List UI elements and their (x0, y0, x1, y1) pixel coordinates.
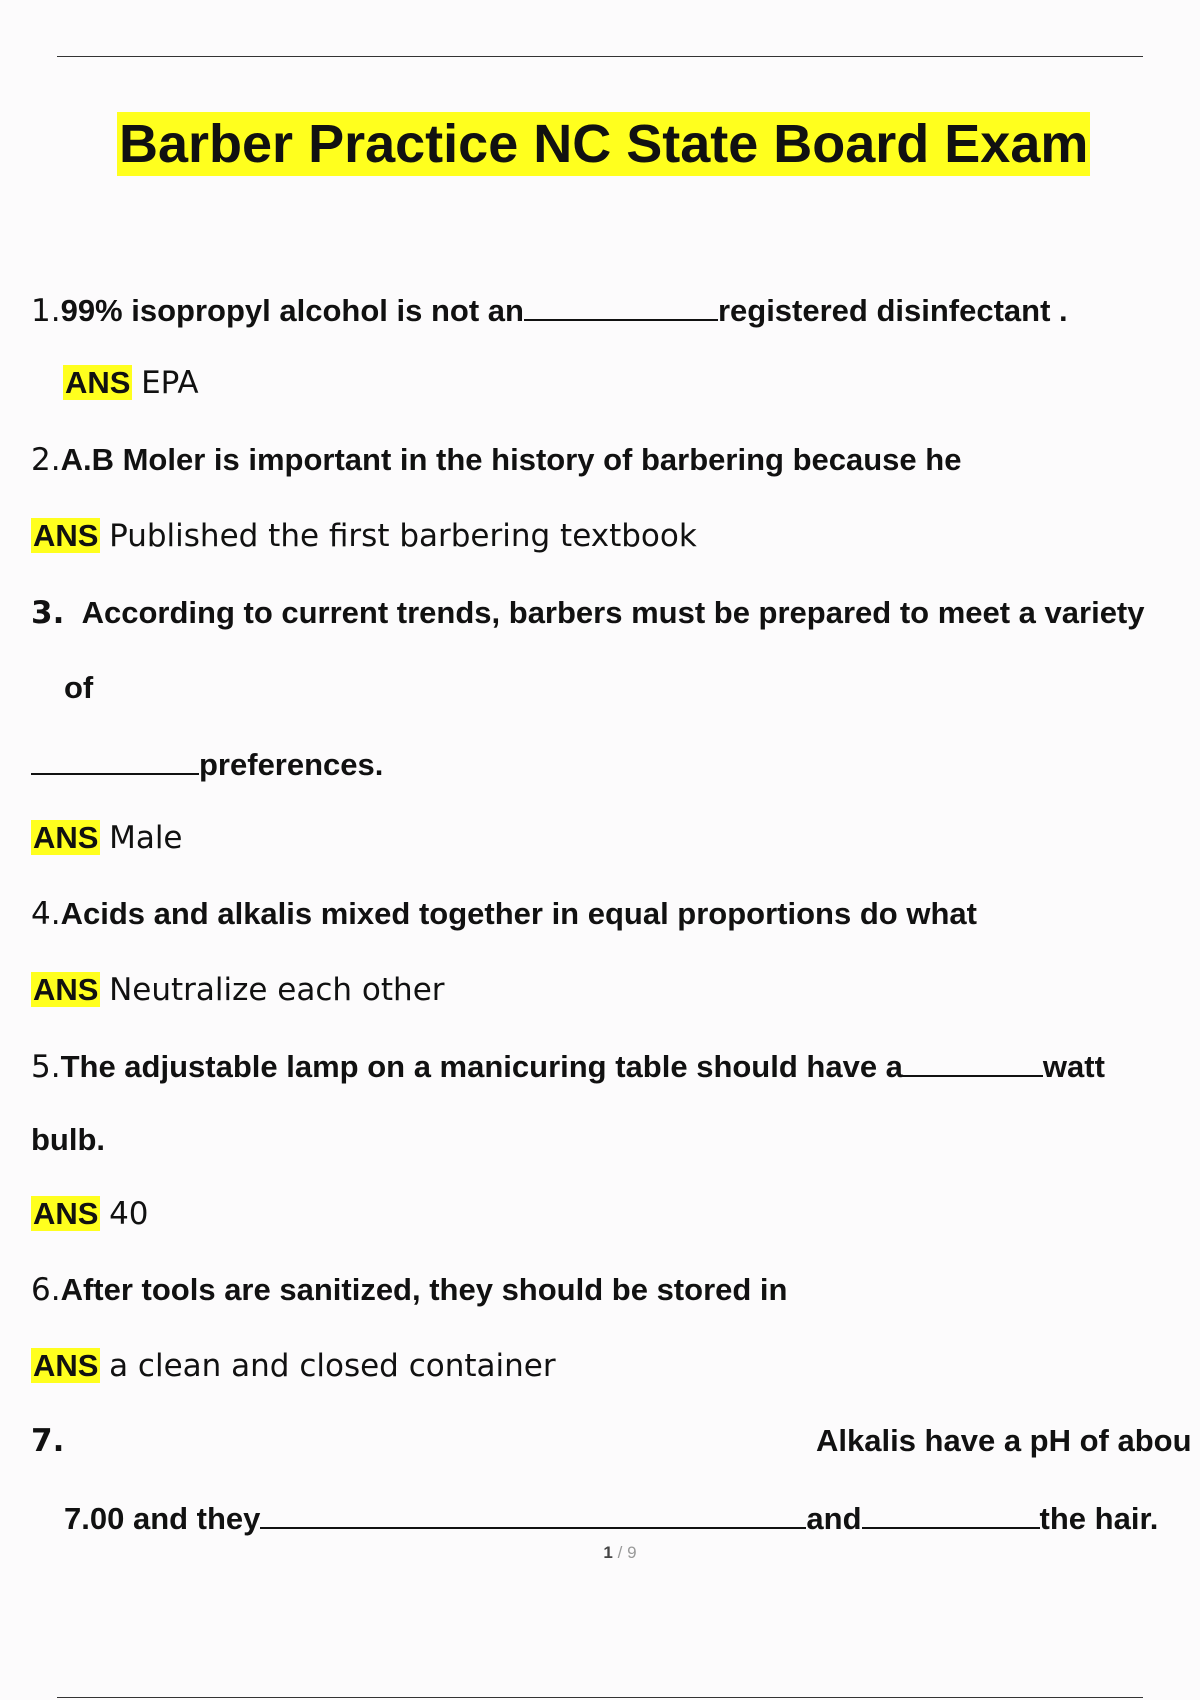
question-text: A.B Moler is important in the history of barbering because he (60, 442, 962, 477)
question-3-line-3 (31, 743, 383, 785)
question-6 (31, 1270, 787, 1310)
question-text: Alkalis have a pH of abou (816, 1423, 1192, 1458)
question-number: 3. (31, 595, 65, 631)
ans-tag: ANS (33, 972, 99, 1007)
current-page: 1 (603, 1543, 613, 1562)
question-3-line-2 (64, 668, 93, 708)
answer-text: a clean and closed container (109, 1348, 556, 1384)
answer-6 (31, 1346, 556, 1386)
ans-tag: ANS (33, 518, 99, 553)
answer-text: EPA (141, 365, 199, 401)
question-text: bulb. (31, 1122, 106, 1157)
page-separator: / (617, 1543, 623, 1562)
ans-tag: ANS (33, 1348, 99, 1383)
answer-3 (31, 818, 183, 858)
question-number: 2. (31, 442, 61, 478)
question-number: 6. (31, 1272, 61, 1308)
answer-5 (31, 1194, 149, 1234)
answer-2 (31, 516, 697, 556)
answer-text: Male (109, 820, 183, 856)
ans-tag: ANS (33, 820, 99, 855)
question-7-line-2 (64, 1497, 1158, 1539)
question-1 (31, 289, 1068, 331)
page-indicator (0, 1543, 1200, 1563)
question-text: After tools are sanitized, they should be stored in (60, 1272, 788, 1307)
answer-blank (903, 1045, 1043, 1077)
question-text-after: watt (1042, 1049, 1105, 1084)
question-number: 1. (31, 293, 61, 329)
question-number: 5. (31, 1049, 61, 1085)
answer-text: 40 (109, 1196, 149, 1232)
document-title: Barber Practice NC State Board Exam (119, 114, 1089, 174)
top-rule (57, 56, 1143, 57)
answer-blank (260, 1497, 806, 1529)
question-number: 7. (31, 1423, 65, 1459)
question-text: preferences. (199, 747, 384, 782)
bottom-rule (57, 1697, 1143, 1698)
answer-1 (63, 363, 199, 403)
answer-text: Published the first barbering textbook (109, 518, 697, 554)
question-3 (31, 593, 1145, 633)
question-7 (816, 1421, 1200, 1461)
question-text: of (64, 670, 94, 705)
question-5-line-2 (31, 1120, 105, 1160)
answer-text: Neutralize each other (109, 972, 445, 1008)
question-2 (31, 440, 961, 480)
answer-4 (31, 970, 445, 1010)
ans-tag: ANS (65, 365, 131, 400)
question-text-mid: and (806, 1501, 862, 1536)
question-4 (31, 894, 977, 934)
question-text: 7.00 and they (64, 1501, 261, 1536)
question-text: 99% isopropyl alcohol is not an (60, 293, 524, 328)
answer-blank (524, 289, 718, 321)
question-text-after: the hair. (1039, 1501, 1159, 1536)
answer-blank (31, 743, 199, 775)
question-text: According to current trends, barbers must be prepared to meet a variety (81, 595, 1145, 630)
total-pages: 9 (627, 1543, 637, 1562)
answer-blank (862, 1497, 1040, 1529)
question-7-number (31, 1421, 64, 1461)
question-number: 4. (31, 896, 61, 932)
question-text: Acids and alkalis mixed together in equal proportions do what (60, 896, 977, 931)
question-text: The adjustable lamp on a manicuring table should have a (60, 1049, 903, 1084)
question-5 (31, 1045, 1105, 1087)
question-text-after: registered disinfectant . (717, 293, 1068, 328)
ans-tag: ANS (33, 1196, 99, 1231)
